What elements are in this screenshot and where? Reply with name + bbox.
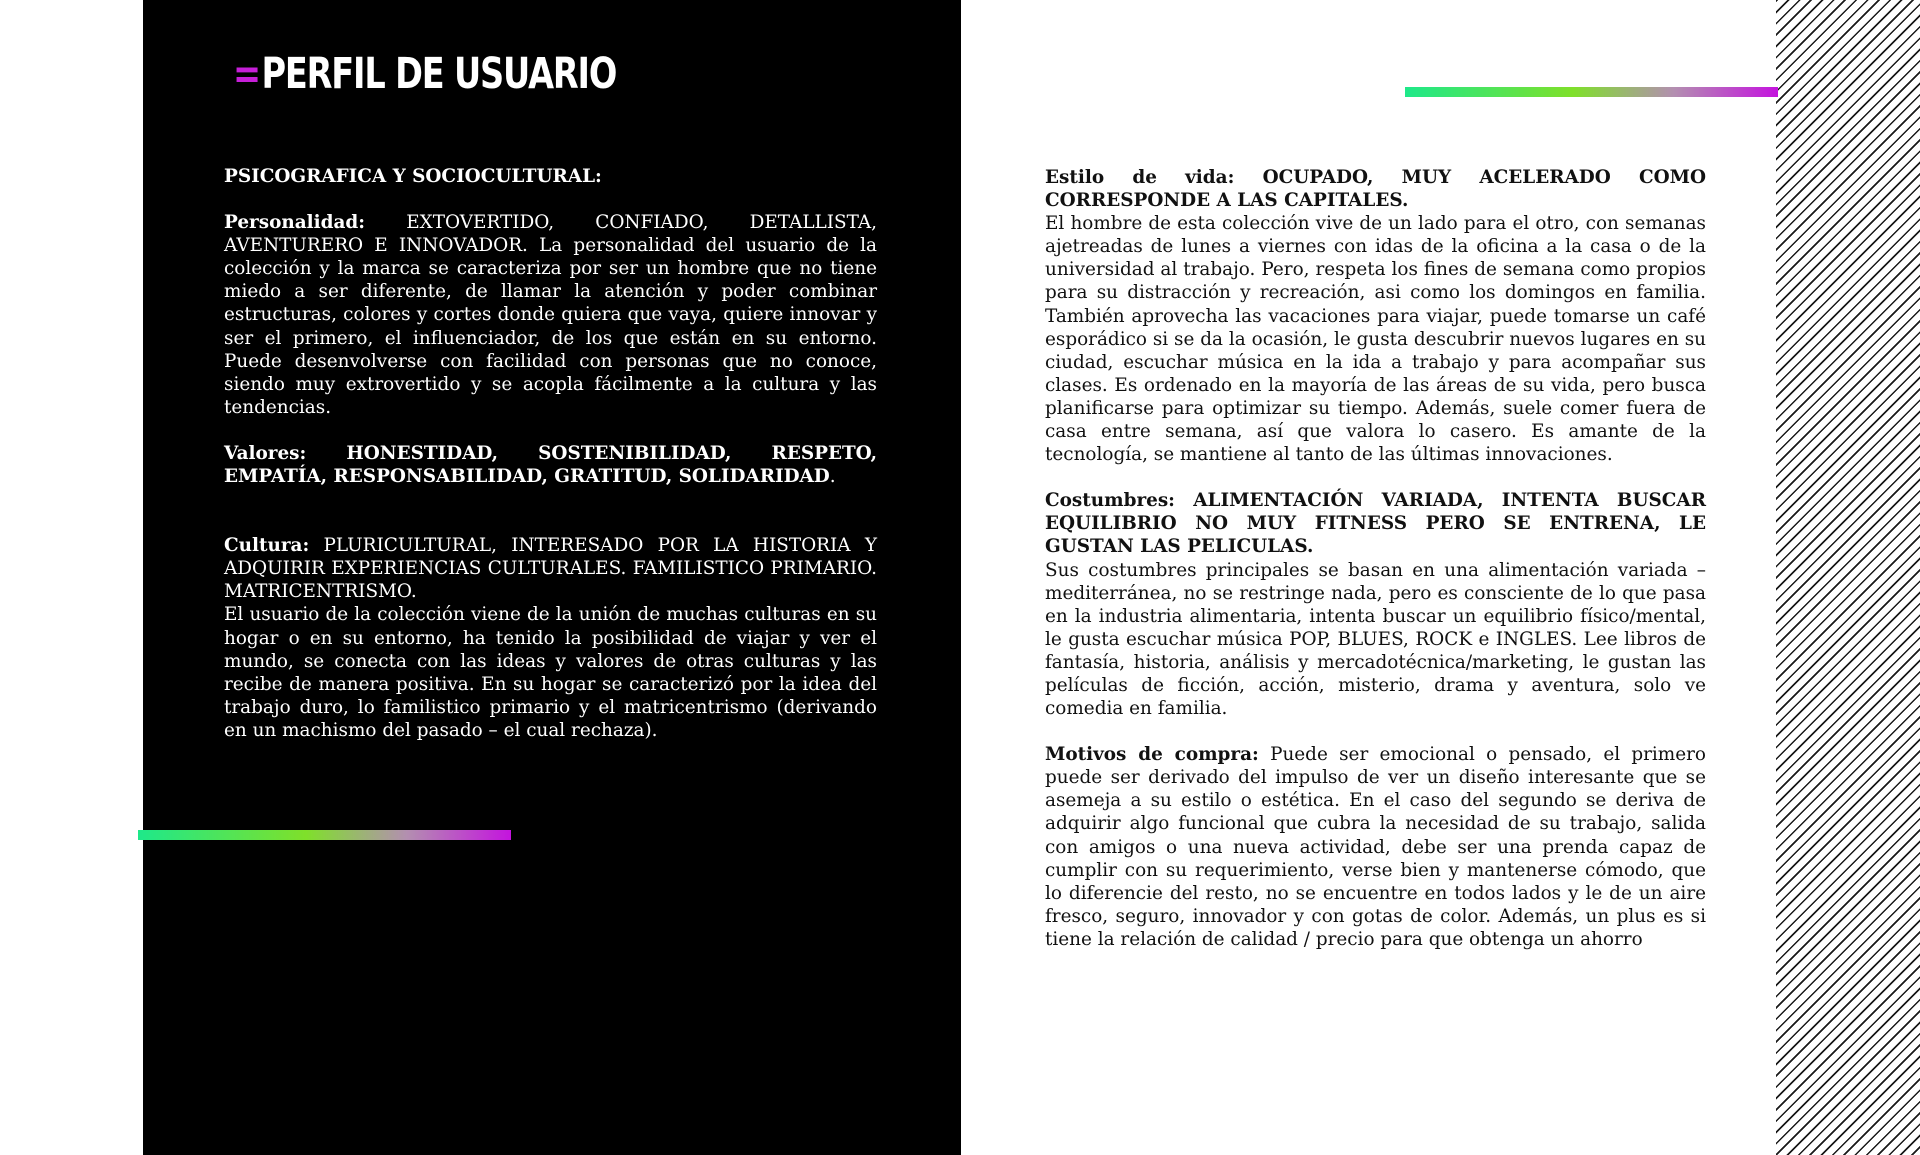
valores-suffix: . xyxy=(829,466,836,488)
gradient-accent-bar-top xyxy=(1405,87,1778,97)
title-prefix-mark: = xyxy=(233,49,260,99)
personalidad-body: La personalidad del usuario de la colección y la marca se caracteriza por ser un hombre que no tiene miedo a ser diferente, de llamar la atención y poder combinar estructuras, colores y cortes donde quiera que vaya, quiere innovar y ser el primero, el influenciador, de los que están en su entorno. Puede desenvolverse con facilidad con personas que no conoce, siendo muy extrovertido y se acopla fácilmente a la cultura y las tendencias. xyxy=(224,235,877,418)
personalidad-label: Personalidad: xyxy=(224,212,366,234)
motivos-label: Motivos de compra: xyxy=(1045,744,1259,766)
motivos-paragraph xyxy=(1045,743,1706,951)
cultura-paragraph xyxy=(224,534,877,603)
personalidad-value: EXTOVERTIDO, CONFIADO, DETALLISTA, AVENTURERO E INNOVADOR. xyxy=(224,212,877,257)
section-heading: PSICOGRAFICA Y SOCIOCULTURAL: xyxy=(224,166,602,187)
costumbres-heading xyxy=(1045,489,1706,558)
motivos-body: Puede ser emocional o pensado, el primero puede ser derivado del impulso de ver un diseño interesante que se asemeja a su estilo o estética. En el caso del segundo se deriva de adquirir algo funcional que cubra la necesidad de su trabajo, salida con amigos o una nueva actividad, debe ser una prenda capaz de cumplir con su requerimiento, verse bien y mantenerse cómodo, que lo diferencie del resto, no se encuentre en todos lados y le de un aire fresco, seguro, innovador y con gotas de color. Además, un plus es si tiene la relación de calidad / precio para que obtenga un ahorro xyxy=(1045,744,1706,950)
cultura-value: PLURICULTURAL, INTERESADO POR LA HISTORIA Y ADQUIRIR EXPERIENCIAS CULTURALES. FAMILISTICO PRIMARIO. MATRICENTRISMO. xyxy=(224,535,877,603)
valores-paragraph xyxy=(224,442,877,488)
estilo-value: OCUPADO, MUY ACELERADO COMO CORRESPONDE A LAS CAPITALES. xyxy=(1045,167,1706,212)
diagonal-hatch-pattern xyxy=(1776,0,1920,1155)
cultura-body: El usuario de la colección viene de la unión de muchas culturas en su hogar o en su entorno, ha tenido la posibilidad de viajar y ver el mundo, se conecta con las ideas y valores de otras culturas y las recibe de manera positiva. En su hogar se caracterizó por la idea del trabajo duro, lo familistico primario y el matricentrismo (derivando en un machismo del pasado – el cual rechaza). xyxy=(224,604,877,741)
gradient-accent-bar-bottom xyxy=(138,830,511,840)
estilo-label: Estilo de vida: xyxy=(1045,167,1235,188)
estilo-body: El hombre de esta colección vive de un lado para el otro, con semanas ajetreadas de lunes a viernes con idas de la oficina a la casa o de la universidad al trabajo. Pero, respeta los fines de semana como propios para su distracción y recreación, asi como los domingos en familia. También aprovecha las vacaciones para viajar, puede tomarse un café esporádico si se da la ocasión, le gusta descubrir nuevos lugares en su ciudad, escuchar música en la ida a trabajo y para acompañar sus clases. Es ordenado en la mayoría de las áreas de su vida, pero busca planificarse para optimizar su tiempo. Además, suele comer fuera de casa entre semana, así que valora lo casero. Es amante de la tecnología, se mantiene al tanto de las últimas innovaciones. xyxy=(1045,213,1706,466)
title-text: PERFIL DE USUARIO xyxy=(261,49,617,99)
costumbres-label: Costumbres: xyxy=(1045,490,1175,512)
costumbres-body: Sus costumbres principales se basan en una alimentación variada – mediterránea, no se restringe nada, pero es consciente de lo que pasa en la industria alimentaria, intenta buscar un equilibrio físico/mental, le gusta escuchar música POP, BLUES, ROCK e INGLES. Lee libros de fantasía, historia, análisis y mercadotécnica/marketing, le gustan las películas de ficción, acción, misterio, drama y aventura, solo ve comedia en familia. xyxy=(1045,559,1706,720)
valores-value: HONESTIDAD, SOSTENIBILIDAD, RESPETO, EMPATÍA, RESPONSABILIDAD, GRATITUD, SOLIDARIDAD xyxy=(224,442,877,488)
left-text-column xyxy=(224,165,877,742)
cultura-label: Cultura: xyxy=(224,535,310,557)
valores-label: Valores: xyxy=(224,442,307,464)
right-text-column xyxy=(1045,166,1706,951)
page-title xyxy=(233,46,616,102)
estilo-heading xyxy=(1045,166,1706,212)
costumbres-value: ALIMENTACIÓN VARIADA, INTENTA BUSCAR EQUILIBRIO NO MUY FITNESS PERO SE ENTRENA, LE GUSTAN LAS PELICULAS. xyxy=(1045,490,1706,558)
personalidad-paragraph xyxy=(224,211,877,419)
